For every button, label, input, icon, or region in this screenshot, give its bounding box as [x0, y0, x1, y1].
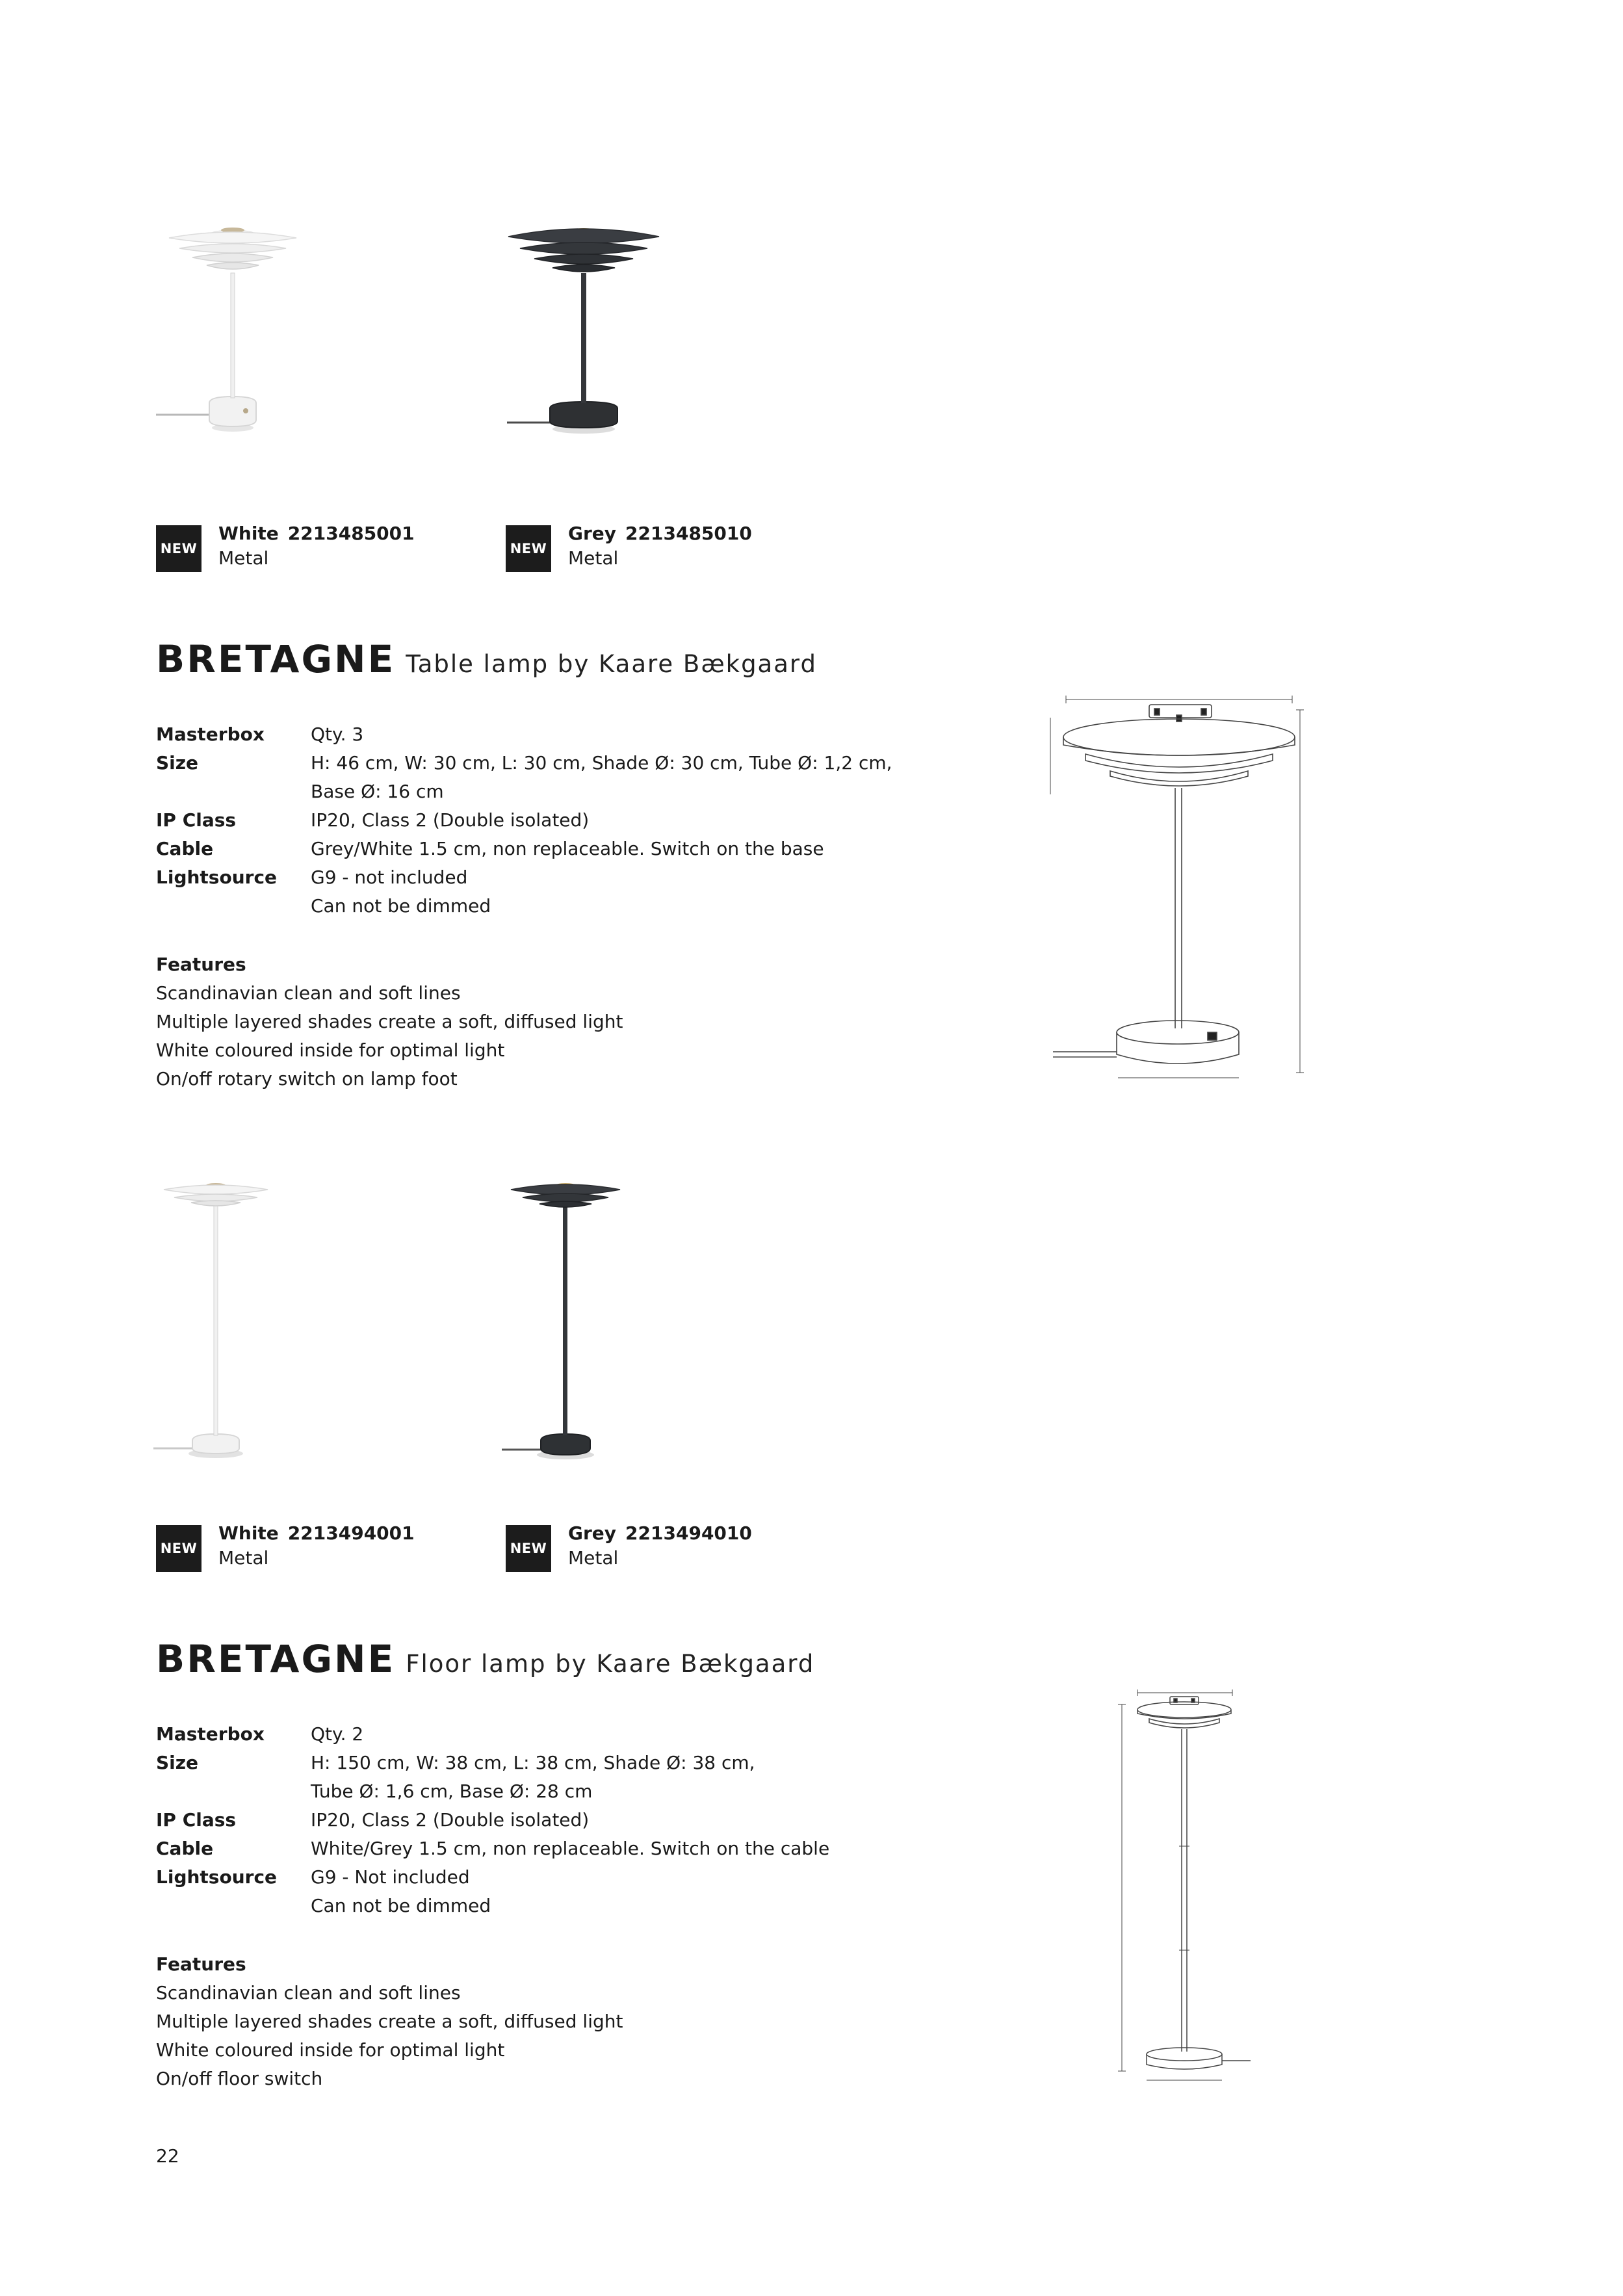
spec-value — [311, 806, 589, 835]
spec-row-ip-class — [156, 806, 892, 835]
spec-line: Can not be dimmed — [311, 895, 491, 917]
spec-row-masterbox — [156, 1720, 829, 1749]
spec-row-cable — [156, 835, 892, 863]
spec-key: IP Class — [156, 1809, 237, 1831]
spec-row-size — [156, 749, 892, 806]
table-lamp-title — [156, 637, 817, 681]
spec-key: Masterbox — [156, 724, 265, 745]
floor-lamp-specs — [156, 1720, 829, 1920]
new-badge-floor-grey: NEW — [506, 1525, 551, 1572]
spec-value — [311, 720, 363, 749]
variant-color: Grey — [568, 1522, 617, 1544]
spec-line: Qty. 2 — [311, 1723, 364, 1745]
table-lamp-features — [156, 950, 623, 1093]
feature-item: On/off floor switch — [156, 2068, 323, 2089]
spec-value — [311, 835, 824, 863]
spec-line: Base Ø: 16 cm — [311, 781, 444, 802]
product-subtitle: Table lamp by Kaare Bækgaard — [406, 650, 817, 678]
spec-line: G9 - Not included — [311, 1866, 470, 1888]
variant-material: Metal — [218, 547, 269, 569]
spec-key: Cable — [156, 838, 214, 859]
new-badge-table-grey: NEW — [506, 525, 551, 572]
variant-code: 2213485001 — [287, 523, 415, 544]
spec-key: Cable — [156, 1838, 214, 1859]
spec-key: Size — [156, 1752, 199, 1773]
variant-code: 2213494001 — [287, 1522, 415, 1544]
spec-value — [311, 1806, 589, 1834]
spec-value — [311, 749, 892, 806]
floor-lamp-features — [156, 1950, 623, 2093]
variant-color: Grey — [568, 523, 617, 544]
spec-line: Qty. 3 — [311, 724, 364, 745]
spec-line: Grey/White 1.5 cm, non replaceable. Switch on the base — [311, 838, 824, 859]
product-name: BRETAGNE — [156, 637, 396, 681]
variant-color: White — [218, 523, 279, 544]
variant-floor-white — [218, 1522, 415, 1544]
new-badge-table-white: NEW — [156, 525, 201, 572]
spec-row-masterbox — [156, 720, 892, 749]
spec-value — [311, 1720, 363, 1749]
product-subtitle: Floor lamp by Kaare Bækgaard — [406, 1650, 815, 1678]
spec-line: Can not be dimmed — [311, 1895, 491, 1916]
variant-material: Metal — [568, 547, 619, 569]
spec-value — [311, 863, 491, 920]
product-name: BRETAGNE — [156, 1637, 396, 1681]
variant-color: White — [218, 1522, 279, 1544]
floor-lamp-grey-photo — [498, 1177, 628, 1463]
spec-row-lightsource — [156, 1863, 829, 1920]
feature-item: Scandinavian clean and soft lines — [156, 1982, 461, 2003]
spec-line: White/Grey 1.5 cm, non replaceable. Switch on the cable — [311, 1838, 830, 1859]
spec-line: H: 46 cm, W: 30 cm, L: 30 cm, Shade Ø: 30 cm, Tube Ø: 1,2 cm, — [311, 752, 892, 774]
spec-line: IP20, Class 2 (Double isolated) — [311, 809, 590, 831]
feature-item: Scandinavian clean and soft lines — [156, 982, 461, 1004]
table-lamp-grey-photo — [494, 208, 663, 442]
table-lamp-white-photo — [149, 208, 305, 442]
spec-key: Lightsource — [156, 867, 278, 888]
feature-item: On/off rotary switch on lamp foot — [156, 1068, 458, 1089]
spec-row-ip-class — [156, 1806, 829, 1834]
spec-row-lightsource — [156, 863, 892, 920]
variant-material: Metal — [568, 1547, 619, 1569]
spec-value — [311, 1834, 829, 1863]
table-lamp-specs — [156, 720, 892, 920]
floor-lamp-white-photo — [151, 1177, 281, 1463]
spec-row-cable — [156, 1834, 829, 1863]
spec-key: Masterbox — [156, 1723, 265, 1745]
spec-key: Lightsource — [156, 1866, 278, 1888]
spec-line: G9 - not included — [311, 867, 468, 888]
feature-item: Multiple layered shades create a soft, diffused light — [156, 1011, 623, 1032]
feature-item: White coloured inside for optimal light — [156, 1039, 505, 1061]
features-heading: Features — [156, 1953, 246, 1975]
spec-key: Size — [156, 752, 199, 774]
variant-code: 2213485010 — [625, 523, 752, 544]
features-heading: Features — [156, 954, 246, 975]
floor-lamp-title — [156, 1637, 814, 1681]
spec-line: Tube Ø: 1,6 cm, Base Ø: 28 cm — [311, 1781, 593, 1802]
spec-value — [311, 1749, 755, 1806]
page-number: 22 — [156, 2145, 179, 2167]
feature-item: Multiple layered shades create a soft, diffused light — [156, 2011, 623, 2032]
new-badge-floor-white: NEW — [156, 1525, 201, 1572]
spec-row-size — [156, 1749, 829, 1806]
variant-table-grey — [568, 523, 752, 544]
spec-key: IP Class — [156, 809, 237, 831]
table-lamp-technical-drawing — [1040, 690, 1313, 1093]
spec-line: IP20, Class 2 (Double isolated) — [311, 1809, 590, 1831]
spec-value — [311, 1863, 491, 1920]
floor-lamp-technical-drawing — [1111, 1688, 1254, 2091]
feature-item: White coloured inside for optimal light — [156, 2039, 505, 2061]
spec-line: H: 150 cm, W: 38 cm, L: 38 cm, Shade Ø: 38 cm, — [311, 1752, 755, 1773]
variant-floor-grey — [568, 1522, 752, 1544]
variant-material: Metal — [218, 1547, 269, 1569]
variant-code: 2213494010 — [625, 1522, 752, 1544]
variant-table-white — [218, 523, 415, 544]
